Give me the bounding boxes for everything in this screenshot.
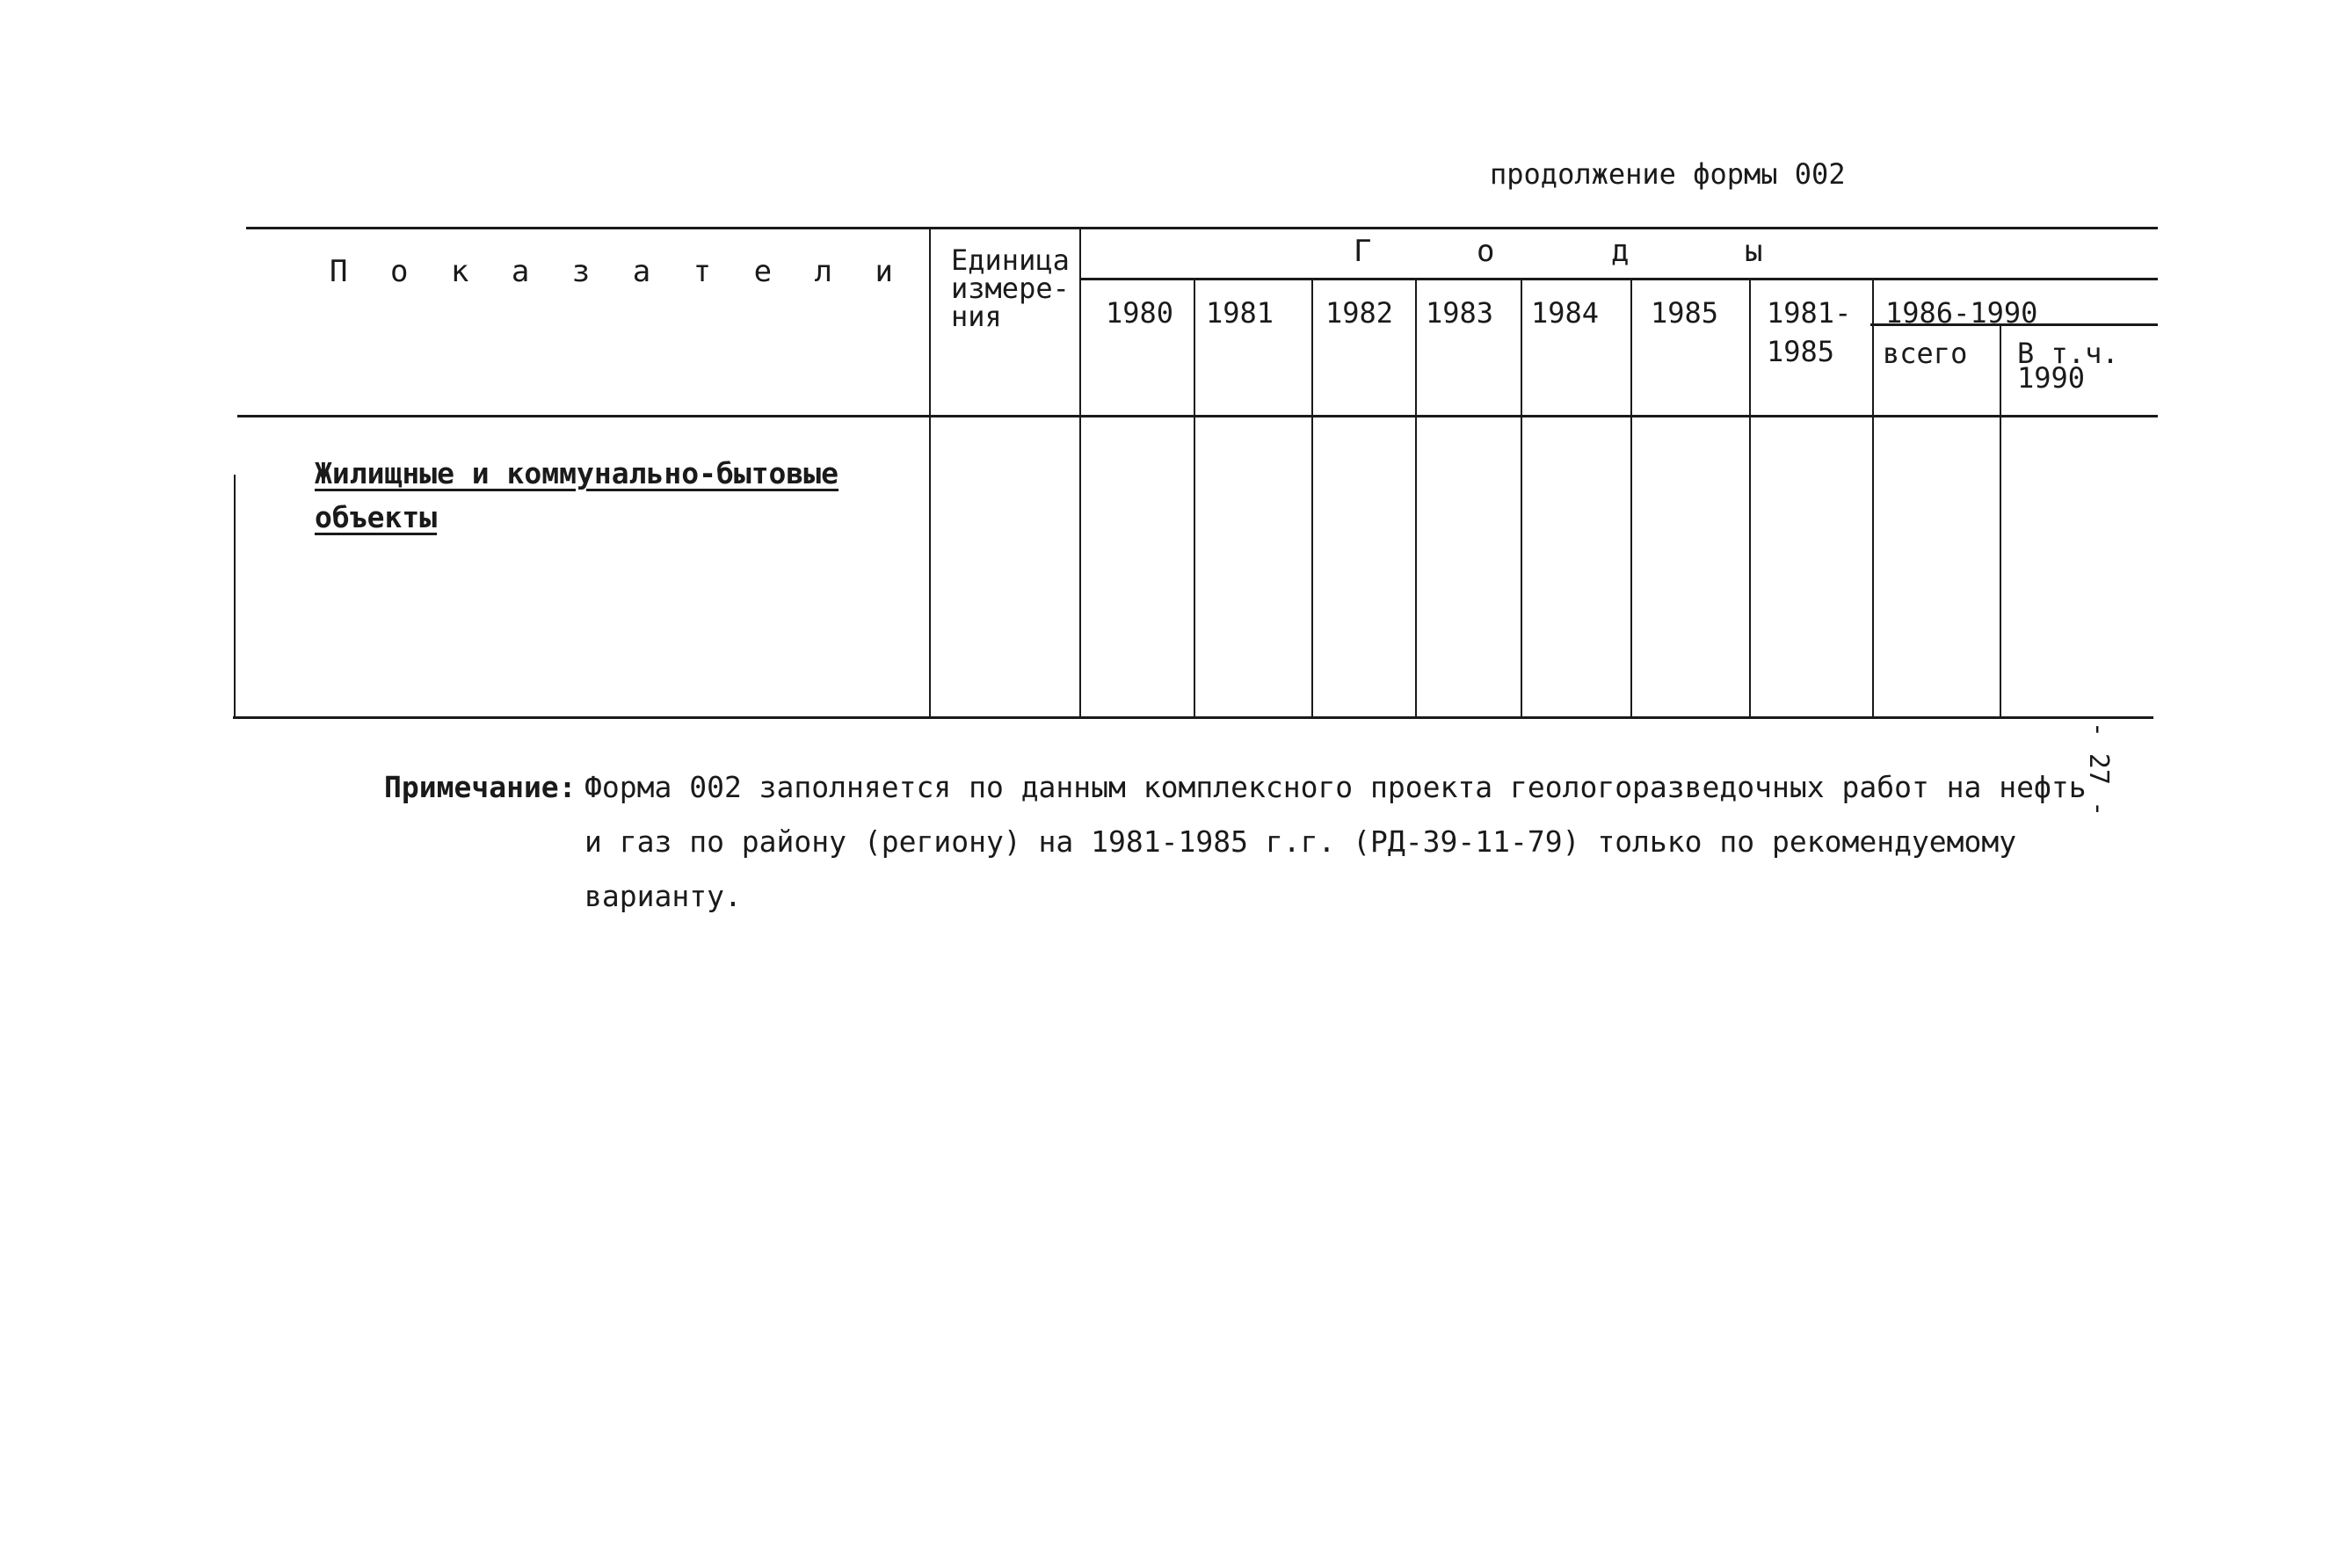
- indicators-column-header: П о к а з а т е л и: [330, 254, 905, 289]
- note-line-1: Форма 002 заполняется по данным комплексного проекта геологоразведочных работ на нефть: [584, 770, 2087, 804]
- unit-column-header-line2: измере-: [951, 272, 1070, 305]
- years-divider-line: [1079, 278, 2158, 280]
- period-incl-1990-subheader-line2: 1990: [2017, 361, 2086, 395]
- year-header-1985: 1985: [1651, 296, 1719, 330]
- note-label: Примечание:: [384, 770, 577, 804]
- years-letter: о: [1477, 234, 1495, 269]
- years-letter: Г: [1354, 234, 1372, 269]
- period-1981-1985-header-line2: 1985: [1767, 335, 1835, 368]
- col-1982-left: [1311, 279, 1313, 717]
- year-header-1983: 1983: [1426, 296, 1494, 330]
- col-1981-left: [1194, 279, 1195, 717]
- note-line-3: варианту.: [584, 879, 742, 913]
- years-letter: ы: [1745, 234, 1763, 269]
- table-top-border: [246, 227, 2158, 229]
- row-label-housing-line1: Жилищные и коммунально-бытовые: [315, 456, 839, 490]
- col-incl-1990-left: [2000, 325, 2001, 717]
- row-label-housing-line2: объекты: [315, 500, 438, 534]
- unit-column-header-line1: Единица: [951, 243, 1070, 277]
- period-total-subheader: всего: [1883, 337, 1968, 370]
- col-1986-1990-left: [1872, 279, 1874, 717]
- period-1981-1985-header-line1: 1981-: [1767, 296, 1852, 330]
- col-1983-left: [1415, 279, 1417, 717]
- left-border: [234, 475, 236, 717]
- note-line-2: и газ по району (региону) на 1981-1985 г.г. (РД-39-11-79) только по рекомендуемому: [584, 824, 2017, 859]
- years-column-left: [1079, 227, 1081, 717]
- year-header-1981: 1981: [1206, 296, 1274, 330]
- unit-column-header-line3: ния: [951, 300, 1002, 333]
- header-bottom-border: [237, 415, 2158, 417]
- col-1981-1985-left: [1749, 279, 1751, 717]
- year-header-1982: 1982: [1325, 296, 1394, 330]
- year-header-1984: 1984: [1531, 296, 1600, 330]
- unit-column-left: [929, 227, 931, 717]
- period-1986-1990-header: 1986-1990: [1885, 296, 2038, 330]
- page-number: - 27 -: [2083, 721, 2115, 817]
- col-1985-left: [1630, 279, 1632, 717]
- year-header-1980: 1980: [1106, 296, 1174, 330]
- col-1984-left: [1521, 279, 1522, 717]
- years-letter: д: [1611, 234, 1630, 269]
- period-incl-1990-subheader-line1: В т.ч.: [2017, 337, 2119, 370]
- form-continuation-label: продолжение формы 002: [1490, 157, 1846, 191]
